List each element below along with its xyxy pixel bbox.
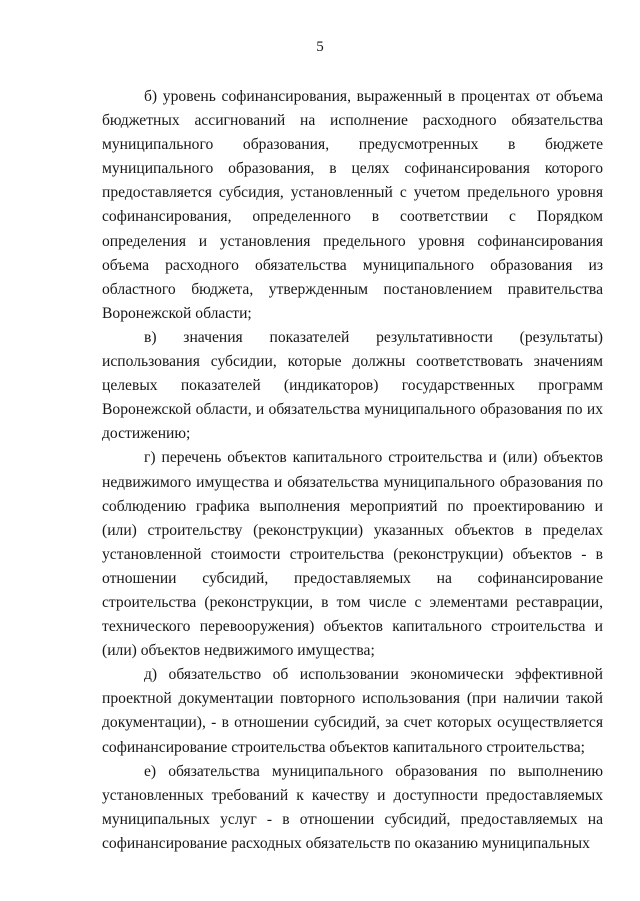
paragraph-g: г) перечень объектов капитального строительства и (или) объектов недвижимого имущества и обязательства муниципального образования по соблюдению графика выполнения мероприятий по проектированию и (или) строительству (реконструкции) указанных объектов в пределах установленной стоимости строительства (реконструкции) объектов - в отношении субсидий, предоставляемых на софинансирование строительства (реконструкции, в том числе с элементами реставрации, технического перевооружения) объектов капитального строительства и (или) объектов недвижимого имущества; bbox=[102, 449, 603, 660]
paragraph-v: в) значения показателей результативности (результаты) использования субсидии, которые должны соответствовать значениям целевых показателей (индикаторов) государственных программ Воронежской области, и обязательства муниципального образования по их достижению; bbox=[102, 328, 603, 443]
page-number: 5 bbox=[316, 39, 324, 55]
document-body bbox=[102, 85, 603, 856]
paragraph-e: е) обязательства муниципального образования по выполнению установленных требований к качеству и доступности предоставляемых муниципальных услуг - в отношении субсидий, предоставляемых на софинансирование расходных обязательств по оказанию муниципальных bbox=[102, 762, 603, 852]
paragraph-d: д) обязательство об использовании экономически эффективной проектной документации повторного использования (при наличии такой документации), - в отношении субсидий, за счет которых осуществляется софинансирование строительства объектов капитального строительства; bbox=[102, 666, 603, 756]
paragraph-b: б) уровень софинансирования, выраженный в процентах от объема бюджетных ассигнований на исполнение расходного обязательства муниципального образования, предусмотренных в бюджете муниципального образования, в целях софинансирования которого предоставляется субсидия, установленный с учетом предельного уровня софинансирования, определенного в соответствии с Порядком определения и установления предельного уровня софинансирования объема расходного обязательства муниципального образования из областного бюджета, утвержденным постановлением правительства Воронежской области; bbox=[102, 88, 603, 322]
